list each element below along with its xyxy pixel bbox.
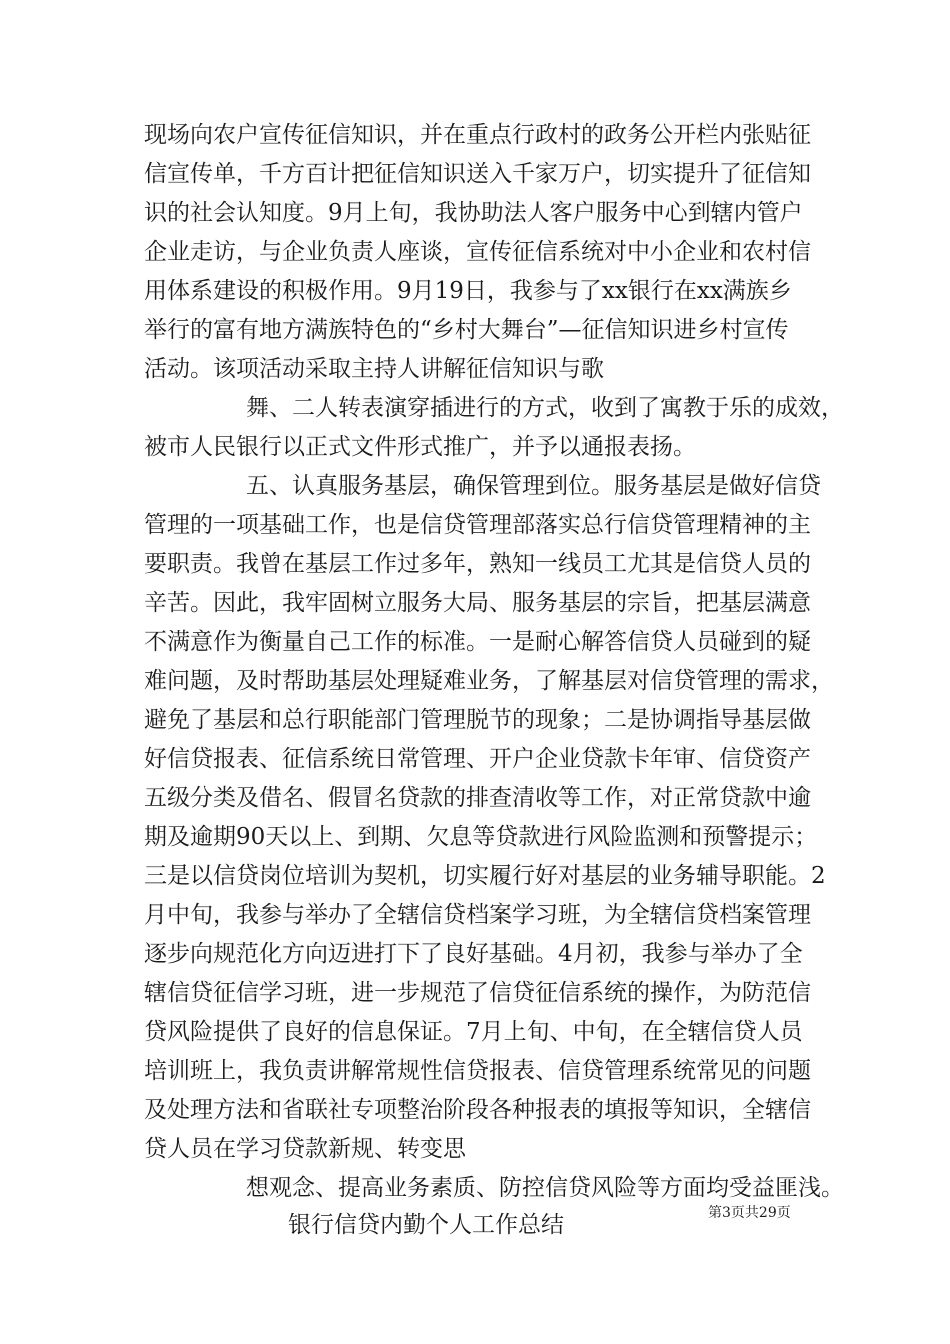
text-line: 难问题，及时帮助基层处理疑难业务，了解基层对信贷管理的需求， bbox=[144, 668, 834, 694]
paragraph-heading: 五、认真服务基层，确保管理到位。服务基层是做好信贷 bbox=[246, 473, 821, 499]
text-line: 五级分类及借名、假冒名贷款的排查清收等工作，对正常贷款中逾 bbox=[144, 785, 811, 811]
text-line: 想观念、提高业务素质、防控信贷风险等方面均受益匪浅。 bbox=[246, 1175, 844, 1201]
text-line: 贷人员在学习贷款新规、转变思 bbox=[144, 1136, 466, 1162]
text-line: 舞、二人转表演穿插进行的方式，收到了寓教于乐的成效， bbox=[246, 395, 844, 421]
text-line: 要职责。我曾在基层工作过多年，熟知一线员工尤其是信贷人员的 bbox=[144, 551, 811, 577]
text-line: 活动。该项活动采取主持人讲解征信知识与歌 bbox=[144, 356, 604, 382]
text-line: 被市人民银行以正式文件形式推广，并予以通报表扬。 bbox=[144, 434, 696, 460]
text-line: 识的社会认知度。9月上旬，我协助法人客户服务中心到辖内管户 bbox=[144, 200, 803, 226]
text-line: 信宣传单，千方百计把征信知识送入千家万户，切实提升了征信知 bbox=[144, 161, 811, 187]
text-line: 期及逾期90天以上、到期、欠息等贷款进行风险监测和预警提示； bbox=[144, 824, 818, 850]
text-line: 辛苦。因此，我牢固树立服务大局、服务基层的宗旨，把基层满意 bbox=[144, 590, 811, 616]
text-line: 避免了基层和总行职能部门管理脱节的现象；二是协调指导基层做 bbox=[144, 707, 811, 733]
text-line: 月中旬，我参与举办了全辖信贷档案学习班，为全辖信贷档案管理 bbox=[144, 902, 811, 928]
text-line: 企业走访，与企业负责人座谈，宣传征信系统对中小企业和农村信 bbox=[144, 239, 811, 265]
text-line: 用体系建设的积极作用。9月19日，我参与了xx银行在xx满族乡 bbox=[144, 278, 792, 304]
text-line: 培训班上，我负责讲解常规性信贷报表、信贷管理系统常见的问题 bbox=[144, 1058, 811, 1084]
section-title: 银行信贷内勤个人工作总结 bbox=[288, 1212, 564, 1238]
text-line: 现场向农户宣传征信知识，并在重点行政村的政务公开栏内张贴征 bbox=[144, 122, 811, 148]
text-line: 举行的富有地方满族特色的“乡村大舞台”—征信知识进乡村宣传 bbox=[144, 317, 789, 343]
text-line: 辖信贷征信学习班，进一步规范了信贷征信系统的操作，为防范信 bbox=[144, 980, 811, 1006]
text-line: 三是以信贷岗位培训为契机，切实履行好对基层的业务辅导职能。2 bbox=[144, 863, 826, 889]
page-number: 第3页共29页 bbox=[708, 1205, 791, 1221]
text-line: 不满意作为衡量自己工作的标准。一是耐心解答信贷人员碰到的疑 bbox=[144, 629, 811, 655]
text-line: 逐步向规范化方向迈进打下了良好基础。4月初，我参与举办了全 bbox=[144, 941, 803, 967]
text-line: 贷风险提供了良好的信息保证。7月上旬、中旬，在全辖信贷人员 bbox=[144, 1019, 803, 1045]
text-line: 及处理方法和省联社专项整治阶段各种报表的填报等知识，全辖信 bbox=[144, 1097, 811, 1123]
text-line: 管理的一项基础工作，也是信贷管理部落实总行信贷管理精神的主 bbox=[144, 512, 811, 538]
text-line: 好信贷报表、征信系统日常管理、开户企业贷款卡年审、信贷资产 bbox=[144, 746, 811, 772]
